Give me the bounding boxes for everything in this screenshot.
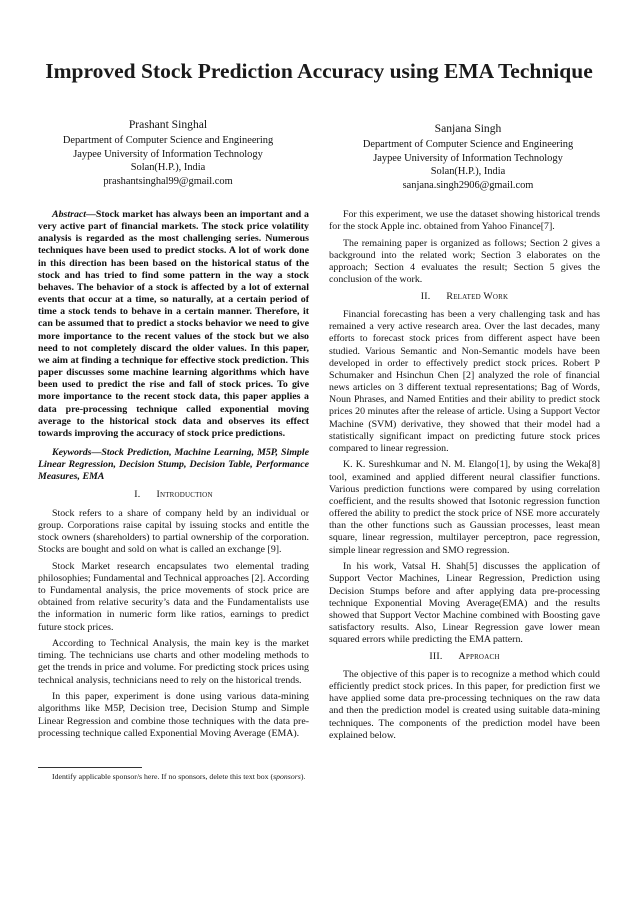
paragraph: K. K. Sureshkumar and N. M. Elango[1], by using the Weka[8] tool, examined and applied different neural classifier functions. Various prediction functions were compared by using correlation coefficient, and the results showed that Isotonic regression function offered the ability to predict the stock price of NSE more accurately than the other functions such as Gaussian processes, least mean square, linear regression, multilayer perceptron, pace regression, simple linear regression and SMO regression.	[329, 459, 600, 556]
right-column	[329, 209, 600, 746]
paragraph: The remaining paper is organized as follows; Section 2 gives a background into the related work; Section 3 elaborates on the approach; Section 4 evaluates the result; Section 5 gives the conclusion of the work.	[329, 237, 600, 286]
paragraph: In this paper, experiment is done using various data-mining algorithms like M5P, Decision tree, Decision Stump and Simple Linear Regression and combine those techniques with the data pre-processing technique called Exponential Moving Average (EMA).	[38, 691, 309, 739]
paragraph: Stock Market research encapsulates two elemental trading philosophies; Fundamental and Technical approaches [2]. According to Fundamental analysis, the price movements of stock price are obtained from relative security’s data and the Fundamentalists use the information in numeric form like ratios, earnings to predict future stock prices.	[38, 560, 309, 633]
author-department: Department of Computer Science and Engineering	[62, 135, 274, 147]
author-university: Jaypee University of Information Technology	[373, 152, 563, 164]
footnote-divider	[38, 767, 142, 768]
section-title: Related Work	[446, 290, 509, 302]
author-block-2	[338, 122, 598, 192]
paragraph: For this experiment, we use the dataset showing historical trends for the stock Apple inc. obtained from Yahoo Finance[7].	[329, 209, 600, 233]
keywords-label: Keywords—	[52, 446, 102, 458]
author-block-1	[38, 118, 298, 188]
footnote-end: ).	[300, 772, 306, 781]
section-number: I.	[134, 489, 141, 501]
paragraph: In his work, Vatsal H. Shah[5] discusses the application of Support Vector Machines, Linear Regression, Prediction using Decision Stumps before and after applying data pre-processing technique Exponential Moving Average(EMA) and the results showed that Support Vector Machine combined with Boosting gave satisfactory results. Also, Linear Regression gave lower mean squared errors while predicting the EMA pattern.	[329, 561, 600, 646]
abstract-text: Stock market has always been an important and a very active part of financial markets. The stock price volatility analysis is regarded as the most challenging series. Numerous techniques have been used to predict stocks. A lot of work done in this direction has been based on the historical status of the stock and has tried to find some pattern in the way a stock behaves. The behavior of a stock is affected by a lot of external events that occur at a time, so naturally, at a certain period of time a stock tends to behave in a certain manner. Therefore, it can be assumed that to predict a stocks behavior we need to give more importance to the recent values of the stock but we also need to not completely discard the older values. In this paper, we aim at finding a technique for effective stock prediction. This paper discusses some machine learning algorithms which have been used to predict the rise and fall of stock prices. To give more importance to the recent stock data, this paper applies a data pre-processing technique called exponential moving average to the historical stock data and observes its effect towards improving the accuracy of stock price predictions.	[38, 209, 309, 439]
author-location: Solan(H.P.), India	[430, 166, 506, 178]
section-number: II.	[420, 290, 431, 302]
paragraph: Financial forecasting has been a very challenging task and has remained a very active research area. Over the last decades, many efforts to forecast stock prices from different aspect have been studied. Various Semantic and Non-Semantic models have been developed in order to effectively predict stock prices. Robert P Schumaker and Hsinchun Chen [2] analyzed the role of financial news articles on 3 different textual representations; Bag of Words, Noun Phrases, and Named Entities and their ability to predict stock prices 20 minutes after the release of article. Using a Support Vector Machine (SVM) derivative, they showed that their model had a statistically significant impact on predicting future stock prices compared to linear regression.	[329, 309, 600, 454]
section-title: Approach	[458, 650, 500, 662]
section-heading-introduction	[38, 489, 309, 501]
keywords-text: Stock Prediction, Machine Learning, M5P, Simple Linear Regression, Decision Stump, Decision Table, Performance Measures, EMA	[38, 446, 309, 483]
author-email: sanjana.singh2906@gmail.com	[402, 179, 534, 191]
section-number: III.	[429, 650, 443, 662]
abstract-label: Abstract—	[52, 209, 96, 220]
footnote	[38, 772, 328, 782]
author-email: prashantsinghal99@gmail.com	[103, 175, 233, 187]
author-department: Department of Computer Science and Engineering	[362, 139, 574, 151]
paragraph: Stock refers to a share of company held by an individual or group. Corporations raise capital by issuing stocks and entitle the stock owners (shareholders) to partial ownership of the corporation. Stocks are bought and sold on what is called an exchange [9].	[38, 507, 309, 556]
author-name: Sanjana Singh	[434, 122, 502, 135]
paragraph: The objective of this paper is to recognize a method which could efficiently predict stock prices. In this paper, for prediction first we have applied some data pre-processing techniques on the raw data and then the prediction model is created using suitable data-mining techniques. The components of the prediction model have been explained below.	[329, 668, 600, 741]
footnote-text: Identify applicable sponsor/s here. If no sponsors, delete this text box (	[52, 772, 274, 781]
abstract	[38, 209, 309, 440]
section-heading-related-work	[329, 291, 600, 303]
footnote-italic: sponsors	[273, 772, 301, 781]
paper-title: Improved Stock Prediction Accuracy using EMA Technique	[45, 59, 593, 83]
author-location: Solan(H.P.), India	[130, 162, 206, 174]
author-name: Prashant Singhal	[128, 118, 208, 131]
keywords	[38, 447, 309, 483]
section-heading-approach	[329, 651, 600, 663]
left-column	[38, 209, 309, 744]
paragraph: According to Technical Analysis, the main key is the market timing. The technicians use charts and other modeling methods to get the trends in price and volume. For predicting stock prices using technical analysis, technicians need to rely on the historical trends.	[38, 638, 309, 686]
section-title: Introduction	[156, 489, 213, 501]
author-university: Jaypee University of Information Technology	[73, 148, 263, 160]
